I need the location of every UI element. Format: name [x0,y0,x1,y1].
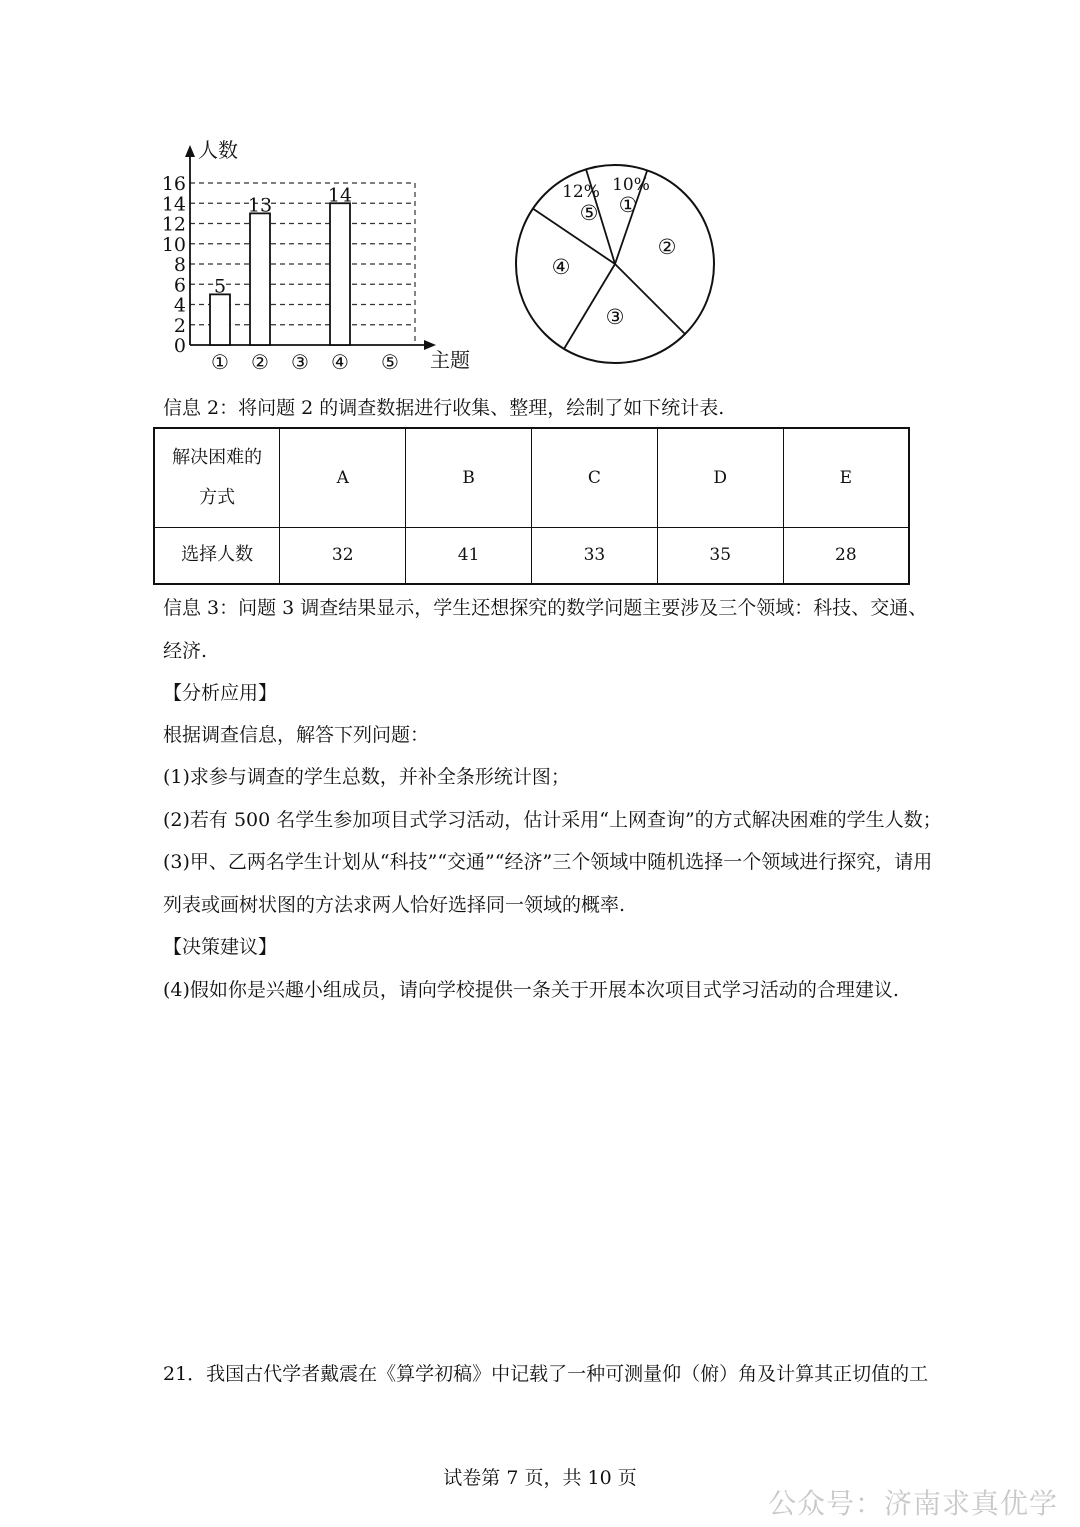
x-category-label: ⑤ [381,350,399,374]
bar-chart [150,135,480,380]
y-axis-arrow [185,145,195,157]
question-3-line2: 列表或画树状图的方法求两人恰好选择同一领域的概率. [163,894,626,916]
section-decision: 【决策建议】 [163,936,278,958]
y-tick-label: 6 [173,274,186,297]
bar-chart-categories [211,350,399,374]
x-category-label: ④ [331,350,349,374]
table-row [154,428,909,527]
pie-percent-label: 10% [612,175,650,195]
table-column-c: C [531,428,657,527]
x-axis-label: 主题 [430,348,470,372]
pie-slice-label: ① [618,193,638,217]
question-1: (1)求参与调查的学生总数，并补全条形统计图； [163,766,570,788]
bar [330,203,350,345]
y-tick-label: 0 [173,335,186,357]
table-column-d: D [657,428,783,527]
table-cell: 28 [783,527,909,584]
info-3-line2: 经济. [163,640,208,662]
info-3-line1: 信息 3：问题 3 调查结果显示，学生还想探究的数学问题主要涉及三个领域：科技、交通、 [163,597,928,619]
x-category-label: ③ [291,350,309,374]
table-column-b: B [406,428,532,527]
question-3-line1: (3)甲、乙两名学生计划从“科技”“交通”“经济”三个领域中随机选择一个领域进行探究，请用 [163,851,933,873]
y-tick-label: 12 [161,213,186,236]
bar-chart-ticks [162,173,186,357]
y-axis-label: 人数 [198,138,238,162]
y-tick-label: 14 [161,193,186,216]
table-cell: 33 [531,527,657,584]
intro-text: 根据调查信息，解答下列问题： [163,724,430,746]
pie-slice-label: ② [657,235,677,259]
statistics-table [153,427,910,585]
pie-slice-label: ④ [551,255,571,279]
section-analysis: 【分析应用】 [163,682,278,704]
pie-slice-label: ③ [605,305,625,329]
x-category-label: ① [211,350,229,374]
table-row-header [154,428,280,527]
table-cell: 32 [280,527,406,584]
pie-slice-label: ⑤ [579,201,599,225]
table-cell: 35 [657,527,783,584]
pie-chart [505,160,725,375]
y-tick-label: 2 [173,314,186,337]
question-21: 21．我国古代学者戴震在《算学初稿》中记载了一种可测量仰（俯）角及计算其正切值的工 [163,1363,929,1385]
table-column-a: A [280,428,406,527]
bar-value-label: 5 [213,275,227,298]
bar-value-label: 13 [247,194,273,217]
bar [210,294,230,345]
info-2-text: 信息 2：将问题 2 的调查数据进行收集、整理，绘制了如下统计表. [163,397,725,419]
table-cell: 41 [406,527,532,584]
table-header-line2: 方式 [199,486,236,508]
y-tick-label: 10 [161,233,186,256]
bar-chart-bars [210,184,352,345]
table-row [154,527,909,584]
question-2: (2)若有 500 名学生参加项目式学习活动，估计采用“上网查询”的方式解决困难的学生人数； [163,809,942,831]
table-column-e: E [783,428,909,527]
x-category-label: ② [251,350,269,374]
y-tick-label: 8 [173,254,186,276]
page-footer: 试卷第 7 页，共 10 页 [443,1467,637,1489]
y-tick-label: 16 [161,173,186,195]
bar [250,213,270,345]
table-header-line1: 解决困难的 [172,446,263,468]
watermark: 公众号：济南求真优学 [767,1487,1058,1520]
y-tick-label: 4 [173,294,186,317]
bar-value-label: 14 [327,184,353,207]
question-4: (4)假如你是兴趣小组成员，请向学校提供一条关于开展本次项目式学习活动的合理建议. [163,979,899,1001]
table-row-header: 选择人数 [154,527,280,584]
pie-percent-label: 12% [562,182,600,202]
